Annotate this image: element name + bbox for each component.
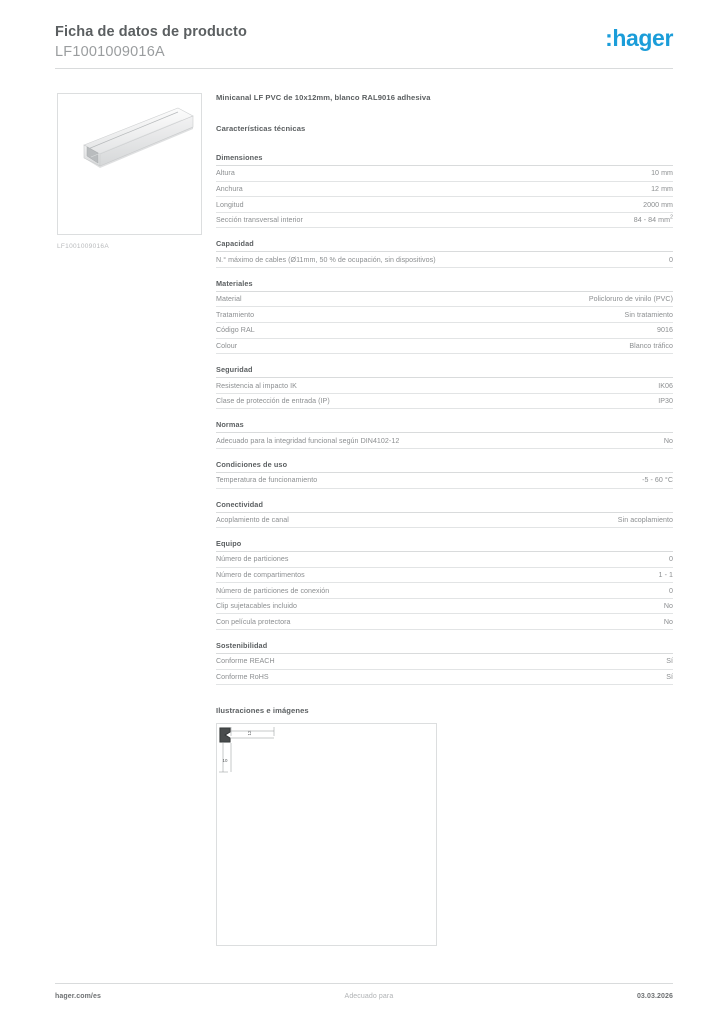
spec-label: Clase de protección de entrada (IP)	[216, 393, 518, 409]
spec-label: Material	[216, 292, 518, 307]
table-row	[216, 212, 673, 228]
table-row	[216, 181, 673, 197]
spec-value: No	[518, 598, 673, 614]
specifications-column	[216, 93, 673, 946]
page-footer	[55, 993, 673, 1000]
spec-label: Clip sujetacables incluido	[216, 598, 518, 614]
logo-text: hager	[612, 25, 673, 51]
spec-value: 0	[518, 552, 673, 567]
spec-value: IK06	[518, 378, 673, 393]
table-row	[216, 513, 673, 528]
spec-label: Temperatura de funcionamiento	[216, 473, 518, 488]
footer-date: 03.03.2026	[636, 993, 673, 1000]
spec-group-title: Condiciones de uso	[216, 460, 673, 473]
spec-value: 0	[518, 252, 673, 267]
spec-table	[216, 473, 673, 489]
hager-logo	[605, 22, 673, 50]
spec-table	[216, 252, 673, 268]
spec-label: Anchura	[216, 181, 518, 197]
spec-group	[216, 279, 673, 354]
spec-value: Sin acoplamiento	[518, 513, 673, 528]
table-row	[216, 338, 673, 354]
spec-value: Sí	[518, 669, 673, 685]
spec-label: Sección transversal interior	[216, 212, 518, 228]
product-photo	[57, 93, 202, 235]
spec-table	[216, 513, 673, 529]
spec-label: Acoplamiento de canal	[216, 513, 518, 528]
header-divider	[55, 68, 673, 69]
table-row	[216, 669, 673, 685]
spec-label: Número de compartimentos	[216, 567, 518, 583]
table-row	[216, 583, 673, 599]
spec-table	[216, 433, 673, 449]
spec-group	[216, 153, 673, 228]
table-row	[216, 307, 673, 323]
table-row	[216, 323, 673, 339]
spec-value: 9016	[518, 323, 673, 339]
spec-value: No	[518, 433, 673, 448]
spec-value: IP30	[518, 393, 673, 409]
spec-group-title: Normas	[216, 420, 673, 433]
spec-value: Sin tratamiento	[518, 307, 673, 323]
spec-group	[216, 539, 673, 630]
table-row	[216, 614, 673, 630]
table-row	[216, 197, 673, 213]
spec-value: 84 - 84 $mm^2$	[518, 212, 673, 228]
table-row	[216, 598, 673, 614]
spec-label: Tratamiento	[216, 307, 518, 323]
spec-value: Policloruro de vinilo (PVC)	[518, 292, 673, 307]
table-row	[216, 433, 673, 448]
spec-group	[216, 641, 673, 685]
spec-value: 12 mm	[518, 181, 673, 197]
spec-value: 0	[518, 583, 673, 599]
spec-label: Altura	[216, 166, 518, 181]
table-row	[216, 473, 673, 488]
spec-label: Número de particiones de conexión	[216, 583, 518, 599]
spec-table	[216, 378, 673, 409]
footer-note: Adecuado para	[344, 993, 394, 1000]
spec-group-title: Capacidad	[216, 239, 673, 252]
spec-value: 1 - 1	[518, 567, 673, 583]
header-title-block	[55, 22, 247, 61]
spec-table	[216, 292, 673, 354]
technical-characteristics-title: Características técnicas	[216, 124, 306, 133]
table-row	[216, 654, 673, 669]
spec-value: No	[518, 614, 673, 630]
spec-label: Con película protectora	[216, 614, 518, 630]
spec-group	[216, 460, 673, 489]
spec-label: Longitud	[216, 197, 518, 213]
page-title: Ficha de datos de producto	[55, 24, 247, 40]
spec-value: Sí	[518, 654, 673, 669]
spec-group	[216, 365, 673, 409]
spec-label: N.° máximo de cables (Ø11mm, 50 % de ocupación, sin dispositivos)	[216, 252, 518, 267]
table-row	[216, 378, 673, 393]
illustrations-title: Ilustraciones e imágenes	[216, 706, 309, 716]
spec-group-title: Seguridad	[216, 365, 673, 378]
spec-group	[216, 239, 673, 268]
product-name: Minicanal LF PVC de 10x12mm, blanco RAL9016 adhesiva	[216, 93, 431, 102]
product-reference: LF1001009016A	[55, 44, 165, 60]
spec-groups	[216, 153, 673, 685]
spec-group-title: Dimensiones	[216, 153, 673, 166]
mini-trunking-image	[58, 94, 201, 234]
spec-group-title: Conectividad	[216, 500, 673, 513]
spec-table	[216, 654, 673, 685]
spec-table	[216, 166, 673, 228]
table-row	[216, 567, 673, 583]
spec-group-title: Sostenibilidad	[216, 641, 673, 654]
spec-value: 2000 mm	[518, 197, 673, 213]
spec-group	[216, 500, 673, 529]
spec-group-title: Equipo	[216, 539, 673, 552]
table-row	[216, 166, 673, 181]
table-row	[216, 252, 673, 267]
spec-table	[216, 552, 673, 630]
spec-group-title: Materiales	[216, 279, 673, 292]
width-dimension-label: 12	[247, 730, 252, 736]
spec-value: Blanco tráfico	[518, 338, 673, 354]
spec-label: Número de particiones	[216, 552, 518, 567]
page-header	[55, 22, 673, 68]
table-row	[216, 393, 673, 409]
illustration-box	[216, 723, 437, 946]
spec-label: Conforme RoHS	[216, 669, 518, 685]
spec-value: 10 mm	[518, 166, 673, 181]
logo-colon-mark: :	[605, 25, 613, 51]
spec-group	[216, 420, 673, 449]
footer-divider	[55, 983, 673, 984]
table-row	[216, 292, 673, 307]
spec-value: -5 - 60 °C	[518, 473, 673, 488]
spec-label: Resistencia al impacto IK	[216, 378, 518, 393]
table-row	[216, 552, 673, 567]
product-photo-caption: LF1001009016A	[57, 243, 109, 250]
footer-website[interactable]: hager.com/es	[55, 993, 101, 1000]
height-dimension-label: 10	[222, 758, 228, 764]
spec-label: Código RAL	[216, 323, 518, 339]
spec-label: Adecuado para la integridad funcional según DIN4102-12	[216, 433, 518, 448]
cross-section-drawing	[217, 724, 436, 945]
spec-label: Colour	[216, 338, 518, 354]
spec-label: Conforme REACH	[216, 654, 518, 669]
